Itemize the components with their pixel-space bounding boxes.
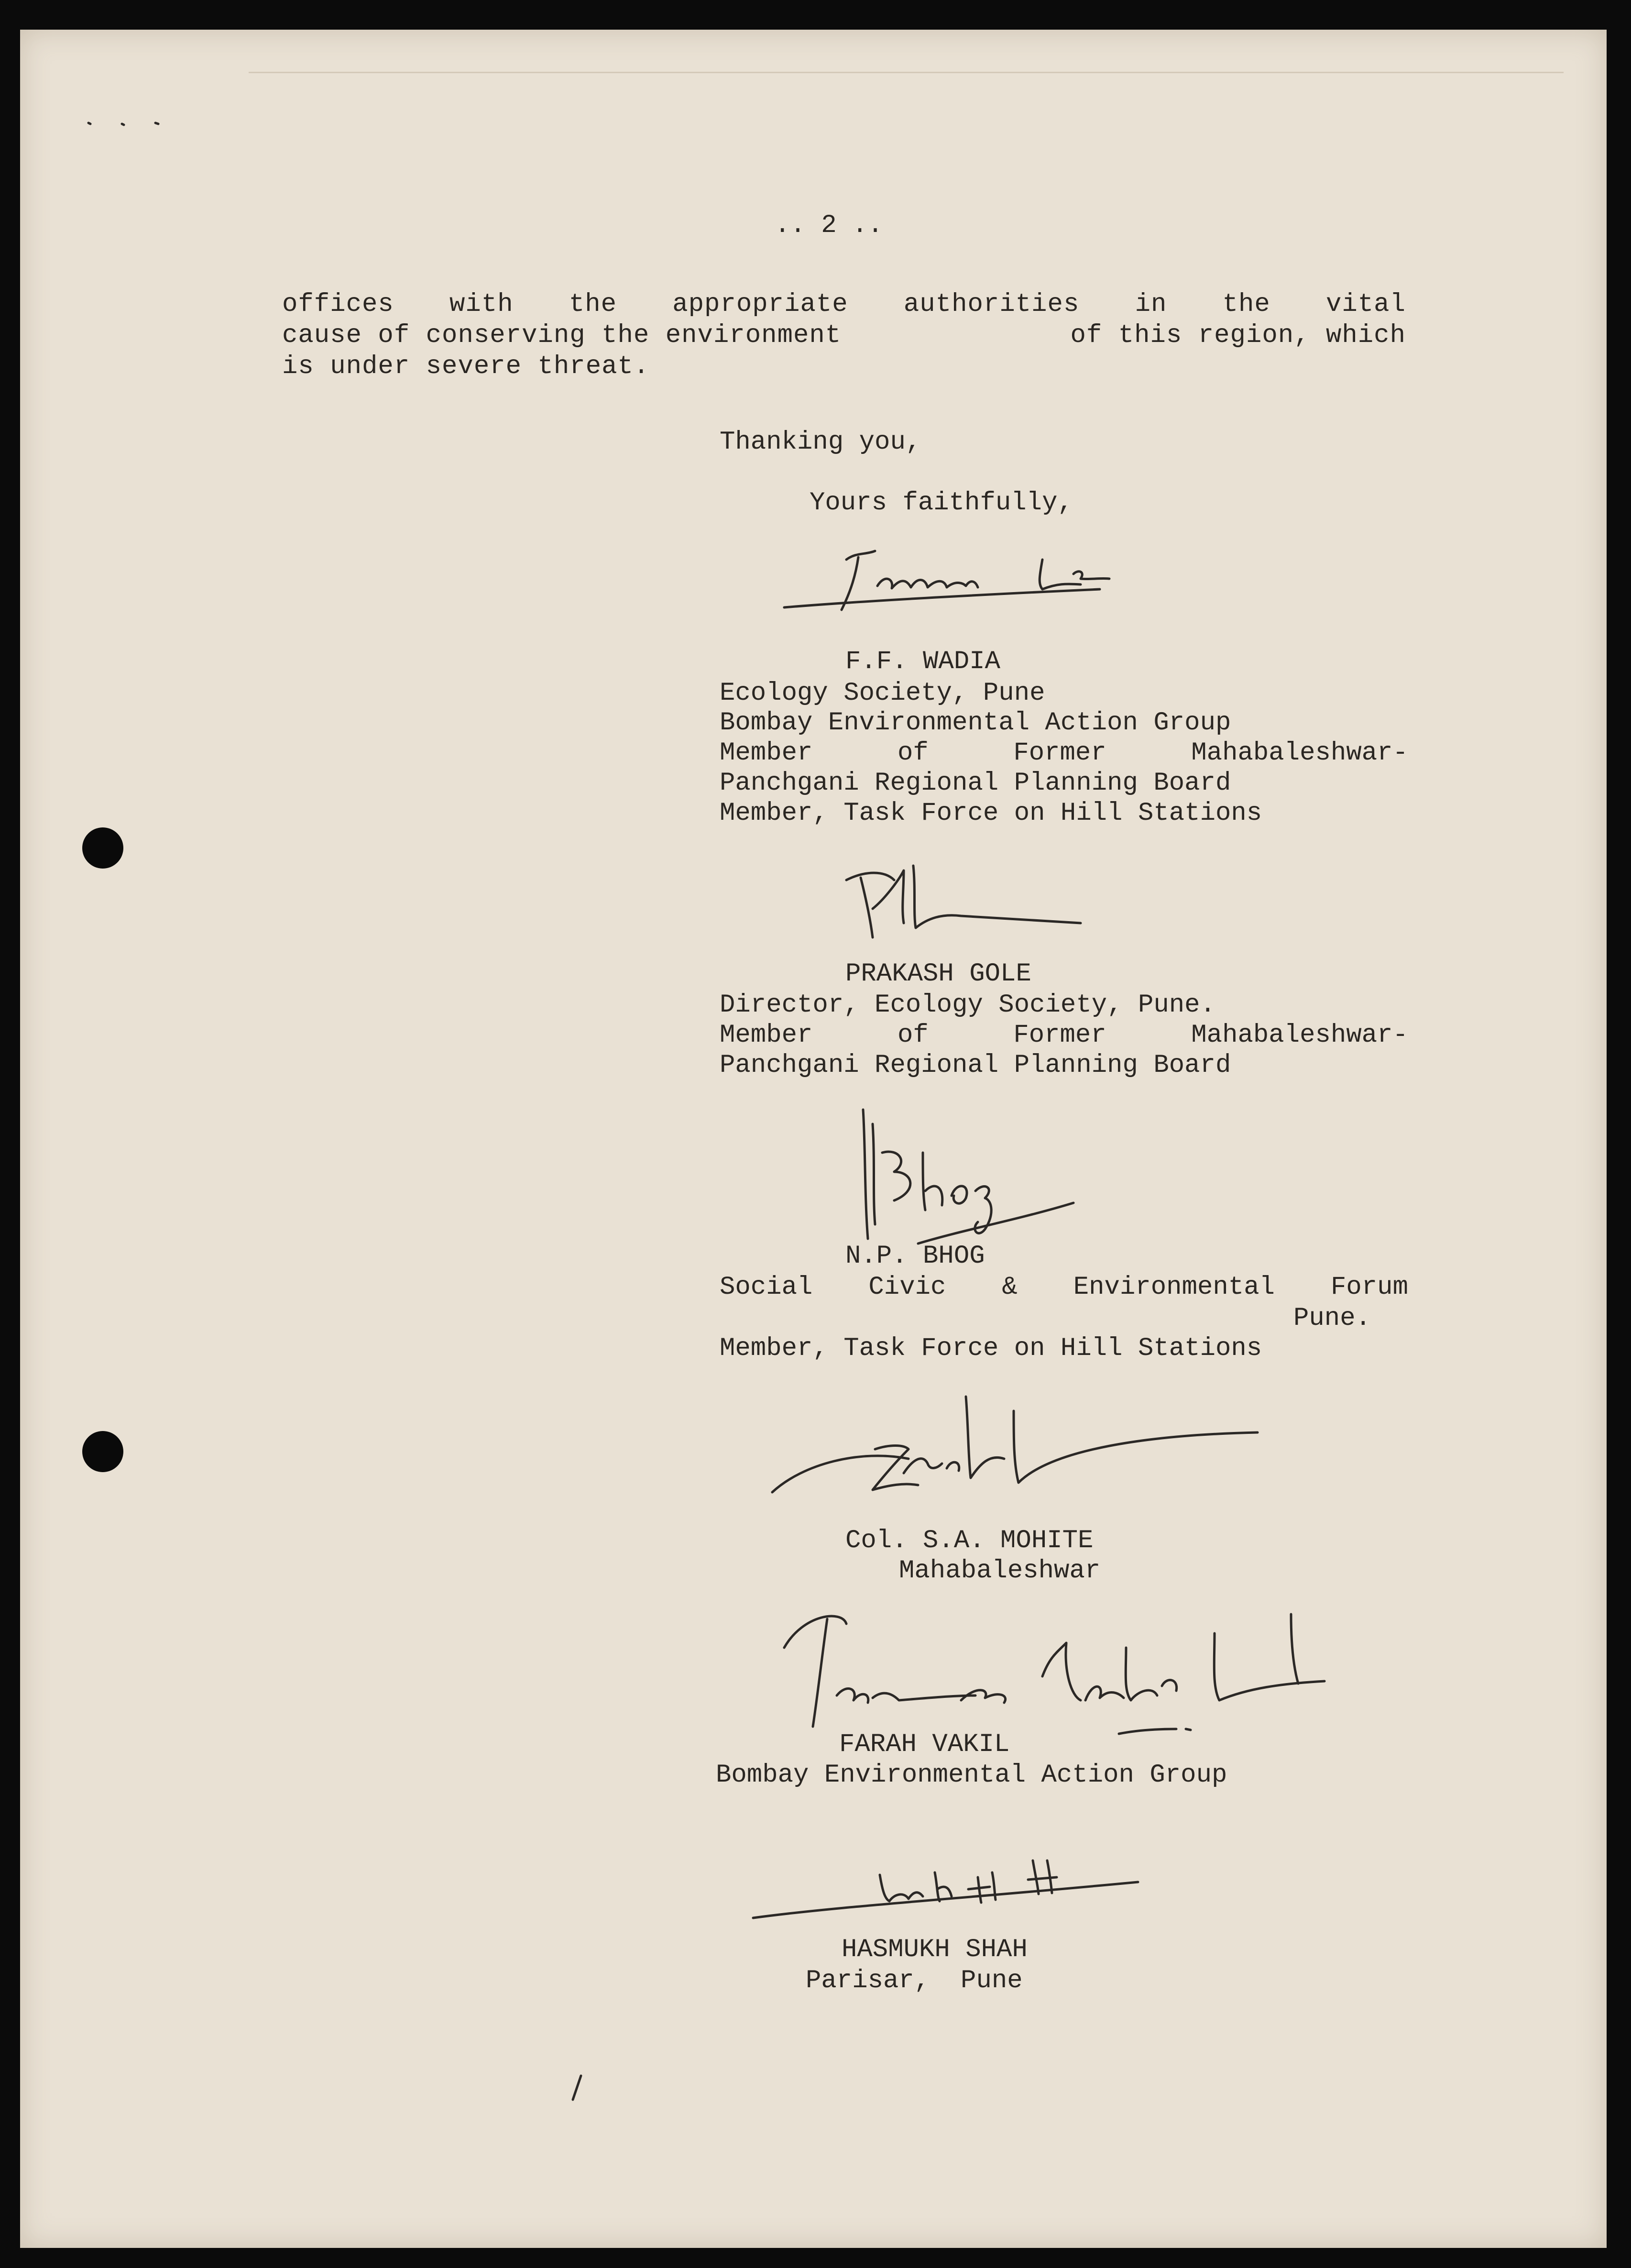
signatory-affiliation: Panchgani Regional Planning Board — [720, 1051, 1231, 1080]
staple-marks — [84, 117, 170, 132]
body-word: with — [449, 290, 514, 319]
body-word: vital — [1325, 290, 1406, 319]
punch-hole-top — [82, 827, 123, 869]
signatory-affiliation: Panchgani Regional Planning Board — [720, 769, 1231, 798]
affiliation-word: Mahabaleshwar- — [1191, 1021, 1408, 1050]
signature-mohite — [765, 1387, 1272, 1507]
punch-hole-bottom — [82, 1431, 123, 1472]
affiliation-word: Member — [720, 1021, 813, 1050]
body-word: authorities — [903, 290, 1080, 319]
body-segment: cause of conserving the environment — [282, 321, 842, 350]
affiliation-word: Civic — [868, 1273, 946, 1302]
signatory-name: HASMUKH SHAH — [842, 1935, 1028, 1964]
affiliation-word: Social — [720, 1273, 813, 1302]
body-segment: of this region, which — [1070, 321, 1406, 350]
signatory-affiliation: Member, Task Force on Hill Stations — [720, 799, 1262, 828]
signatory-name: Col. S.A. MOHITE — [845, 1526, 1094, 1555]
body-word: offices — [282, 290, 394, 319]
signatory-affiliation: Parisar, Pune — [806, 1966, 1023, 1995]
signatory-affiliation — [720, 1020, 1408, 1051]
affiliation-word: Former — [1013, 738, 1106, 768]
affiliation-word: Mahabaleshwar- — [1191, 738, 1408, 768]
page-number: .. 2 .. — [775, 211, 883, 240]
signatory-name: N.P. BHOG — [845, 1242, 985, 1271]
affiliation-word: Member — [720, 738, 813, 768]
body-word: in — [1135, 290, 1167, 319]
signatory-affiliation: Pune. — [1293, 1304, 1371, 1333]
signatory-affiliation — [720, 1272, 1408, 1303]
signature-gole — [832, 851, 1090, 947]
affiliation-word: Environmental — [1073, 1273, 1275, 1302]
body-word: appropriate — [672, 290, 848, 319]
closing-thanks: Thanking you, — [720, 428, 921, 457]
body-word: the — [569, 290, 617, 319]
body-word: the — [1222, 290, 1270, 319]
stray-pen-mark — [569, 2073, 583, 2102]
affiliation-word: & — [1002, 1273, 1018, 1302]
signatory-name: FARAH VAKIL — [839, 1730, 1010, 1759]
signatory-affiliation: Ecology Society, Pune — [720, 679, 1045, 708]
affiliation-word: of — [897, 738, 929, 768]
signatory-affiliation: Member, Task Force on Hill Stations — [720, 1334, 1262, 1363]
affiliation-word: Former — [1013, 1021, 1106, 1050]
body-line-1 — [282, 289, 1406, 320]
signatory-affiliation: Bombay Environmental Action Group — [716, 1761, 1227, 1790]
affiliation-word: of — [897, 1021, 929, 1050]
signature-vakil — [775, 1600, 1348, 1734]
signatory-affiliation: Mahabaleshwar — [899, 1556, 1101, 1585]
signatory-affiliation — [720, 738, 1408, 769]
signature-wadia — [775, 545, 1186, 617]
body-line-2 — [282, 320, 1406, 351]
body-line-3: is under severe threat. — [282, 352, 650, 381]
paper-fold-line — [249, 72, 1564, 73]
signature-bhog — [856, 1100, 1085, 1253]
signatory-affiliation: Director, Ecology Society, Pune. — [720, 991, 1215, 1020]
affiliation-word: Forum — [1330, 1273, 1408, 1302]
signatory-affiliation: Bombay Environmental Action Group — [720, 708, 1231, 738]
signatory-name: PRAKASH GOLE — [845, 959, 1031, 989]
signature-shah — [746, 1846, 1148, 1927]
signatory-name: F.F. WADIA — [845, 647, 1001, 676]
closing-sign-off: Yours faithfully, — [810, 488, 1073, 517]
